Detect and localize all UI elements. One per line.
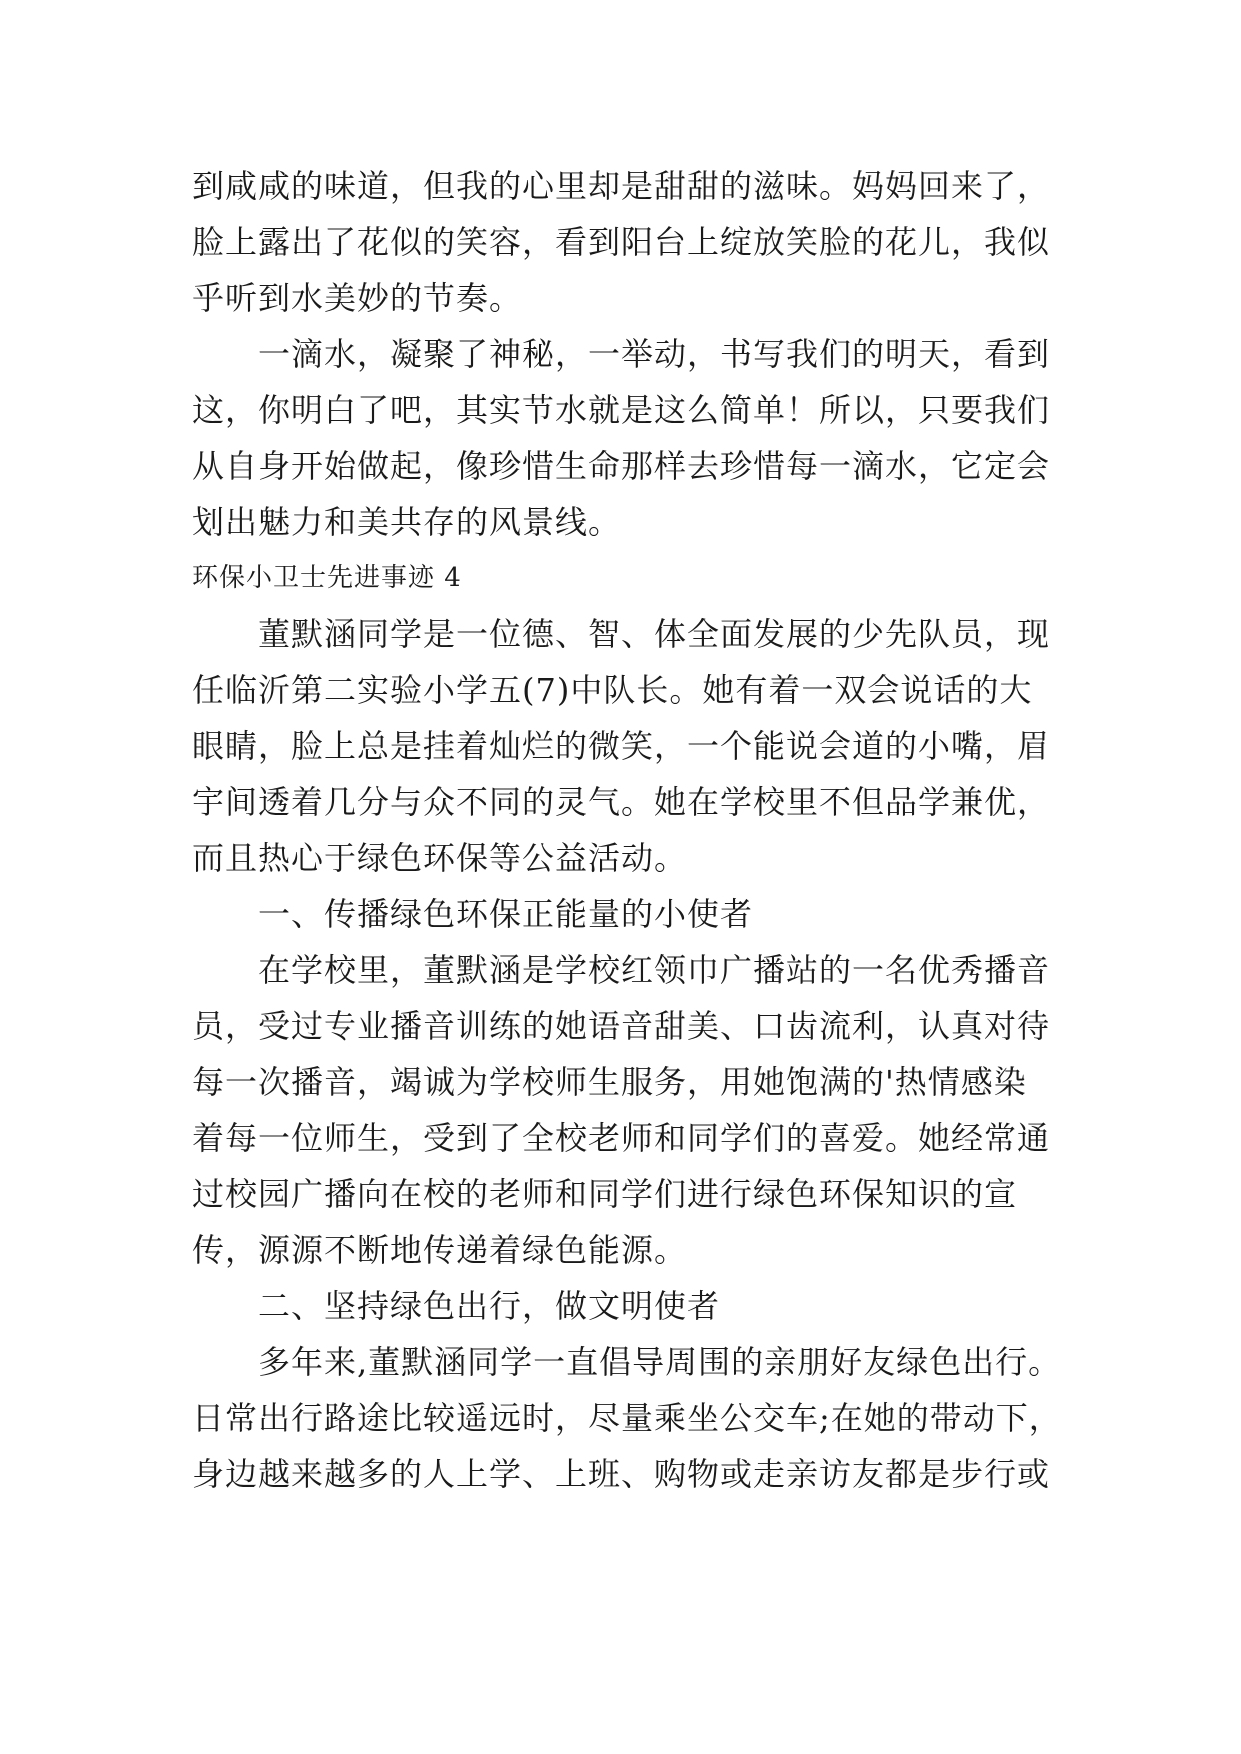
text-line: 日常出行路途比较遥远时，尽量乘坐公交车;在她的带动下，	[192, 1399, 1062, 1437]
text-line: 过校园广播向在校的老师和同学们进行绿色环保知识的宣	[192, 1175, 1018, 1213]
text-line: 到咸咸的味道，但我的心里却是甜甜的滋味。妈妈回来了，	[192, 167, 1051, 205]
text-line: 从自身开始做起，像珍惜生命那样去珍惜每一滴水，它定会	[192, 447, 1051, 485]
text-line: 在学校里，董默涵是学校红领巾广播站的一名优秀播音	[192, 951, 1051, 989]
text-line: 这，你明白了吧，其实节水就是这么简单！所以，只要我们	[192, 391, 1051, 429]
subheading-line: 二、坚持绿色出行，做文明使者	[192, 1287, 721, 1325]
text-line: 董默涵同学是一位德、智、体全面发展的少先队员，现	[192, 615, 1051, 653]
section-heading: 环保小卫士先进事迹 4	[192, 563, 462, 593]
text-line: 多年来,董默涵同学一直倡导周围的亲朋好友绿色出行。	[192, 1343, 1062, 1381]
text-line: 一滴水，凝聚了神秘，一举动，书写我们的明天，看到	[192, 335, 1051, 373]
text-line: 乎听到水美妙的节奏。	[192, 279, 523, 317]
text-line: 脸上露出了花似的笑容，看到阳台上绽放笑脸的花儿，我似	[192, 223, 1051, 261]
text-line: 传，源源不断地传递着绿色能源。	[192, 1231, 688, 1269]
text-line: 员，受过专业播音训练的她语音甜美、口齿流利，认真对待	[192, 1007, 1051, 1045]
subheading-line: 一、传播绿色环保正能量的小使者	[192, 895, 754, 933]
text-line: 眼睛，脸上总是挂着灿烂的微笑，一个能说会道的小嘴，眉	[192, 727, 1051, 765]
text-line: 划出魅力和美共存的风景线。	[192, 503, 622, 541]
text-line: 着每一位师生，受到了全校老师和同学们的喜爱。她经常通	[192, 1119, 1051, 1157]
document-body	[192, 158, 1072, 1502]
text-line: 宇间透着几分与众不同的灵气。她在学校里不但品学兼优，	[192, 783, 1051, 821]
text-line: 每一次播音，竭诚为学校师生服务，用她饱满的'热情感染	[192, 1063, 1027, 1101]
text-line: 身边越来越多的人上学、上班、购物或走亲访友都是步行或	[192, 1455, 1051, 1493]
text-line: 而且热心于绿色环保等公益活动。	[192, 839, 688, 877]
text-line: 任临沂第二实验小学五(7)中队长。她有着一双会说话的大	[192, 671, 1033, 709]
